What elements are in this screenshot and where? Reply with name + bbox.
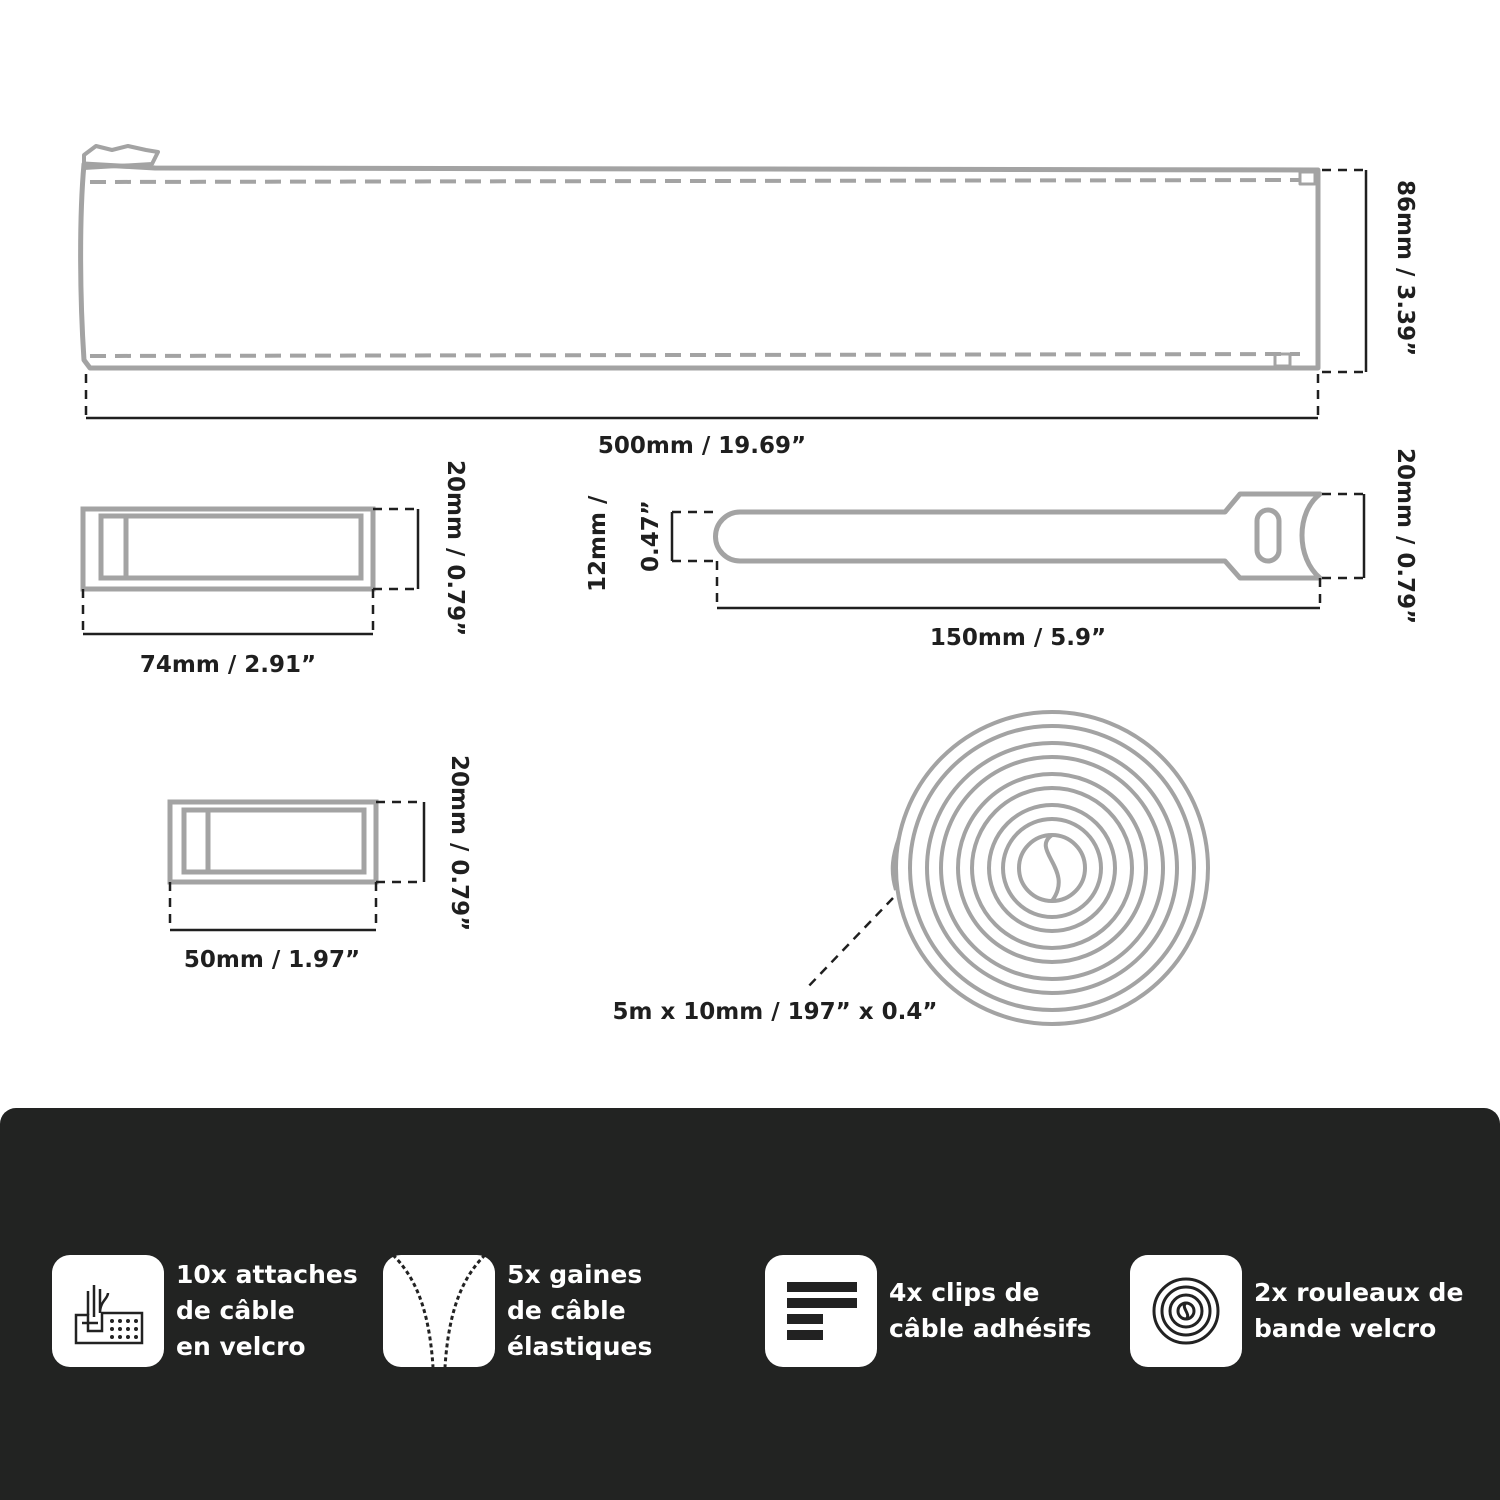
tie-width-label-line2: 0.47” [638,500,664,572]
zipper-sleeve-icon [383,1255,495,1367]
feature-elastic-sleeves [383,1255,652,1367]
velcro-tie-icon [52,1255,164,1367]
sleeve-length-label: 500mm / 19.69” [597,433,807,459]
contents-panel [0,1108,1500,1500]
tie-length-label: 150mm / 5.9” [929,625,1107,651]
feature-elastic-sleeves-text: 5x gaines de câble élastiques [507,1260,653,1361]
large-clip-drawing [83,509,373,589]
tie-head-height-label: 20mm / 0.79” [1392,448,1418,625]
feature-velcro-rolls [1130,1255,1463,1367]
large-clip-dimension-lines [83,509,418,634]
small-clip-length-label: 50mm / 1.97” [183,947,361,973]
roll-leader-line [805,898,893,990]
feature-velcro-rolls-text: 2x rouleaux de bande velcro [1254,1278,1464,1343]
feature-adhesive-clips-text: 4x clips de câble adhésifs [889,1278,1092,1343]
small-clip-height-label: 20mm / 0.79” [446,755,472,932]
roll-size-label: 5m x 10mm / 197” x 0.4” [612,999,938,1025]
adhesive-clip-icon [765,1255,877,1367]
feature-velcro-ties-text: 10x attaches de câble en velcro [176,1260,358,1361]
feature-velcro-ties [52,1255,358,1367]
sleeve-height-label: 86mm / 3.39” [1392,180,1418,357]
sleeve-dimension-lines [86,170,1366,418]
cable-sleeve-drawing [81,146,1318,368]
velcro-tie-drawing [716,494,1321,578]
velcro-roll-drawing [893,712,1208,1024]
large-clip-length-label: 74mm / 2.91” [139,652,317,678]
large-clip-height-label: 20mm / 0.79” [442,460,468,637]
velcro-roll-icon [1130,1255,1242,1367]
feature-adhesive-clips [765,1255,1092,1367]
small-clip-drawing [170,802,376,882]
tie-width-label-line1: 12mm / [585,495,611,592]
